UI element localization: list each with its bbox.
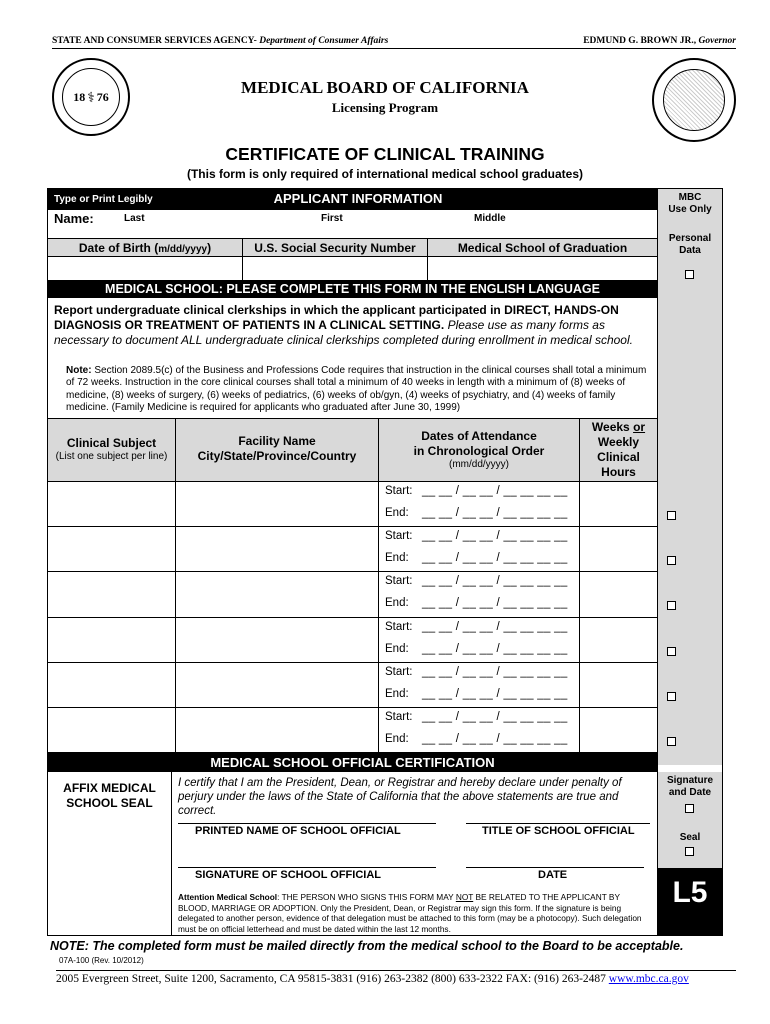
col-facility: Facility Name City/State/Province/Country: [197, 434, 357, 463]
department-name: Department of Consumer Affairs: [259, 36, 389, 46]
end-label: End:: [385, 552, 409, 565]
note-text: Note: Section 2089.5(c) of the Business and Professions Code requires that instruction in the clinical courses shall total a minimum of 72 weeks. Instruction in the core clinical courses shall total a minimum of 40 weeks in length with a minimum of (8) weeks of medicine, (8) weeks of surgery, (6) weeks of pediatrics, (6) weeks of ob/gyn, (4) weeks of psychiatry, and (4) weeks of family medicine. (Family Medicine is required for applicants who graduated after June 30, 1999): [66, 365, 647, 413]
end-label: End:: [385, 597, 409, 610]
start-date-field[interactable]: __ __ / __ __ / __ __ __ __: [422, 485, 568, 497]
certification-statement: I certify that I am the President, Dean, or Registrar and hereby declare under penalty of perjury under the laws of the State of California that the above statements are true and correct.: [178, 777, 622, 817]
facility-field[interactable]: [176, 527, 378, 571]
affix-seal: AFFIX MEDICAL SCHOOL SEAL: [63, 781, 156, 810]
start-date-field[interactable]: __ __ / __ __ / __ __ __ __: [422, 711, 568, 723]
printed-name-field[interactable]: [178, 810, 436, 823]
last-name-label: Last: [124, 213, 145, 224]
start-date-field[interactable]: __ __ / __ __ / __ __ __ __: [422, 665, 568, 678]
facility-field[interactable]: [176, 708, 378, 752]
mbc-use-only: MBC Use Only: [668, 192, 712, 215]
clinical-subject-field[interactable]: [48, 618, 175, 662]
mbc-signature-date: Signature and Date: [666, 775, 714, 798]
end-label: End:: [385, 687, 409, 700]
school-field[interactable]: [428, 257, 657, 280]
weeks-field[interactable]: [580, 663, 657, 707]
printed-name-label: PRINTED NAME OF SCHOOL OFFICIAL: [195, 825, 401, 837]
form-code: L5: [658, 868, 722, 935]
end-date-field[interactable]: __ __ / __ __ / __ __ __ __: [422, 687, 568, 700]
mbc-seal: Seal: [679, 832, 701, 843]
weeks-field[interactable]: [580, 708, 657, 752]
start-label: Start:: [385, 575, 413, 588]
row-checkbox[interactable]: [667, 556, 676, 565]
start-label: Start:: [385, 665, 413, 678]
row-checkbox[interactable]: [667, 647, 676, 656]
end-label: End:: [385, 733, 409, 745]
signature-label: SIGNATURE OF SCHOOL OFFICIAL: [195, 869, 381, 881]
end-label: End:: [385, 642, 409, 655]
row-checkbox[interactable]: [667, 511, 676, 520]
date-label: DATE: [538, 869, 568, 881]
type-legibly: Type or Print Legibly: [54, 194, 153, 205]
board-name: MEDICAL BOARD OF CALIFORNIA: [241, 78, 529, 97]
start-label: Start:: [385, 620, 413, 633]
signature-date-checkbox[interactable]: [685, 804, 694, 813]
form-title: CERTIFICATE OF CLINICAL TRAINING: [225, 144, 545, 164]
clinical-subject-field[interactable]: [48, 663, 175, 707]
clinical-subject-field[interactable]: [48, 708, 175, 752]
medical-school-bar: MEDICAL SCHOOL: PLEASE COMPLETE THIS FORM IN THE ENGLISH LANGUAGE: [48, 280, 657, 298]
title-field[interactable]: [466, 810, 650, 823]
col-dates-sub: (mm/dd/yyyy): [449, 459, 509, 470]
agency-name: STATE AND CONSUMER SERVICES AGENCY-: [52, 36, 257, 46]
form-number: 07A-100 (Rev. 10/2012): [59, 956, 144, 965]
row-checkbox[interactable]: [667, 601, 676, 610]
facility-field[interactable]: [176, 572, 378, 616]
footer-note: NOTE: The completed form must be mailed directly from the medical school to the Board to be acceptable.: [50, 939, 684, 953]
start-date-field[interactable]: __ __ / __ __ / __ __ __ __: [422, 620, 568, 633]
dob-label: Date of Birth (m/dd/yyyy): [78, 241, 212, 255]
governor-line: EDMUND G. BROWN JR., Governor: [583, 36, 736, 46]
start-label: Start:: [385, 530, 413, 543]
form-subtitle: (This form is only required of international medical school graduates): [186, 167, 584, 181]
end-date-field[interactable]: __ __ / __ __ / __ __ __ __: [422, 642, 568, 655]
website-link[interactable]: www.mbc.ca.gov: [608, 973, 689, 985]
start-label: Start:: [385, 485, 413, 497]
school-label: Medical School of Graduation: [457, 241, 628, 255]
weeks-field[interactable]: [580, 572, 657, 616]
facility-field[interactable]: [176, 663, 378, 707]
end-date-field[interactable]: __ __ / __ __ / __ __ __ __: [422, 733, 568, 745]
name-field[interactable]: [48, 226, 657, 238]
col-dates: Dates of Attendance in Chronological Order: [413, 429, 545, 458]
ssn-label: U.S. Social Security Number: [254, 241, 416, 255]
row-checkbox[interactable]: [667, 737, 676, 746]
end-date-field[interactable]: __ __ / __ __ / __ __ __ __: [422, 597, 568, 610]
agency-header: [52, 36, 736, 49]
footer-address: 2005 Evergreen Street, Suite 1200, Sacramento, CA 95815-3831 (916) 263-2382 (800) 633-2322 FAX: (916) 263-2487 www.mbc.ca.gov: [56, 970, 736, 985]
name-label: Name:: [54, 211, 94, 226]
date-field[interactable]: [466, 852, 644, 867]
col-clinical-subject: Clinical Subject: [66, 436, 157, 450]
weeks-field[interactable]: [580, 527, 657, 571]
dob-field[interactable]: [48, 257, 242, 280]
title-official-label: TITLE OF SCHOOL OFFICIAL: [482, 825, 635, 837]
ssn-field[interactable]: [243, 257, 427, 280]
attention-note: Attention Medical School: THE PERSON WHO SIGNS THIS FORM MAY NOT BE RELATED TO THE APPLICANT BY BLOOD, MARRIAGE OR ADOPTION. Only the President, Dean, or Registrar may sign this form. If the signature is being delegated to another person, evidence of that delegation must be attached to this form (may be a photocopy). Such delegation must be on official letterhead and must be dated within the last 12 months.: [178, 892, 642, 934]
school-instructions: Report undergraduate clinical clerkships in which the applicant participated in DIRECT, HANDS-ON DIAGNOSIS OR TREATMENT OF PATIENTS IN A CLINICAL SETTING. Please use as many forms as necessary to document ALL undergraduate clinical clerkships completed during enrollment in medical school.: [54, 303, 633, 347]
weeks-field[interactable]: [580, 618, 657, 662]
mbc-personal-data: Personal Data: [668, 233, 712, 256]
end-date-field[interactable]: __ __ / __ __ / __ __ __ __: [422, 552, 568, 565]
weeks-field[interactable]: [580, 482, 657, 526]
first-name-label: First: [321, 213, 343, 224]
personal-data-checkbox[interactable]: [685, 270, 694, 279]
facility-field[interactable]: [176, 618, 378, 662]
col-clinical-subject-sub: (List one subject per line): [55, 451, 168, 462]
certification-bar: MEDICAL SCHOOL OFFICIAL CERTIFICATION: [48, 753, 657, 772]
row-checkbox[interactable]: [667, 692, 676, 701]
clinical-subject-field[interactable]: [48, 482, 175, 526]
seal-checkbox[interactable]: [685, 847, 694, 856]
clinical-subject-field[interactable]: [48, 572, 175, 616]
end-label: End:: [385, 507, 409, 519]
middle-name-label: Middle: [474, 213, 506, 224]
facility-field[interactable]: [176, 482, 378, 526]
start-label: Start:: [385, 711, 413, 723]
start-date-field[interactable]: __ __ / __ __ / __ __ __ __: [422, 530, 568, 543]
applicant-title: APPLICANT INFORMATION: [273, 191, 443, 206]
end-date-field[interactable]: __ __ / __ __ / __ __ __ __: [422, 507, 568, 519]
col-weeks: Weeks or Weekly Clinical Hours: [591, 420, 646, 479]
start-date-field[interactable]: __ __ / __ __ / __ __ __ __: [422, 575, 568, 588]
clinical-subject-field[interactable]: [48, 527, 175, 571]
state-seal-icon: 18 ⚕ 76: [52, 58, 130, 136]
signature-field[interactable]: [178, 852, 436, 867]
program-name: Licensing Program: [331, 100, 439, 115]
applicant-bar: [48, 189, 657, 210]
